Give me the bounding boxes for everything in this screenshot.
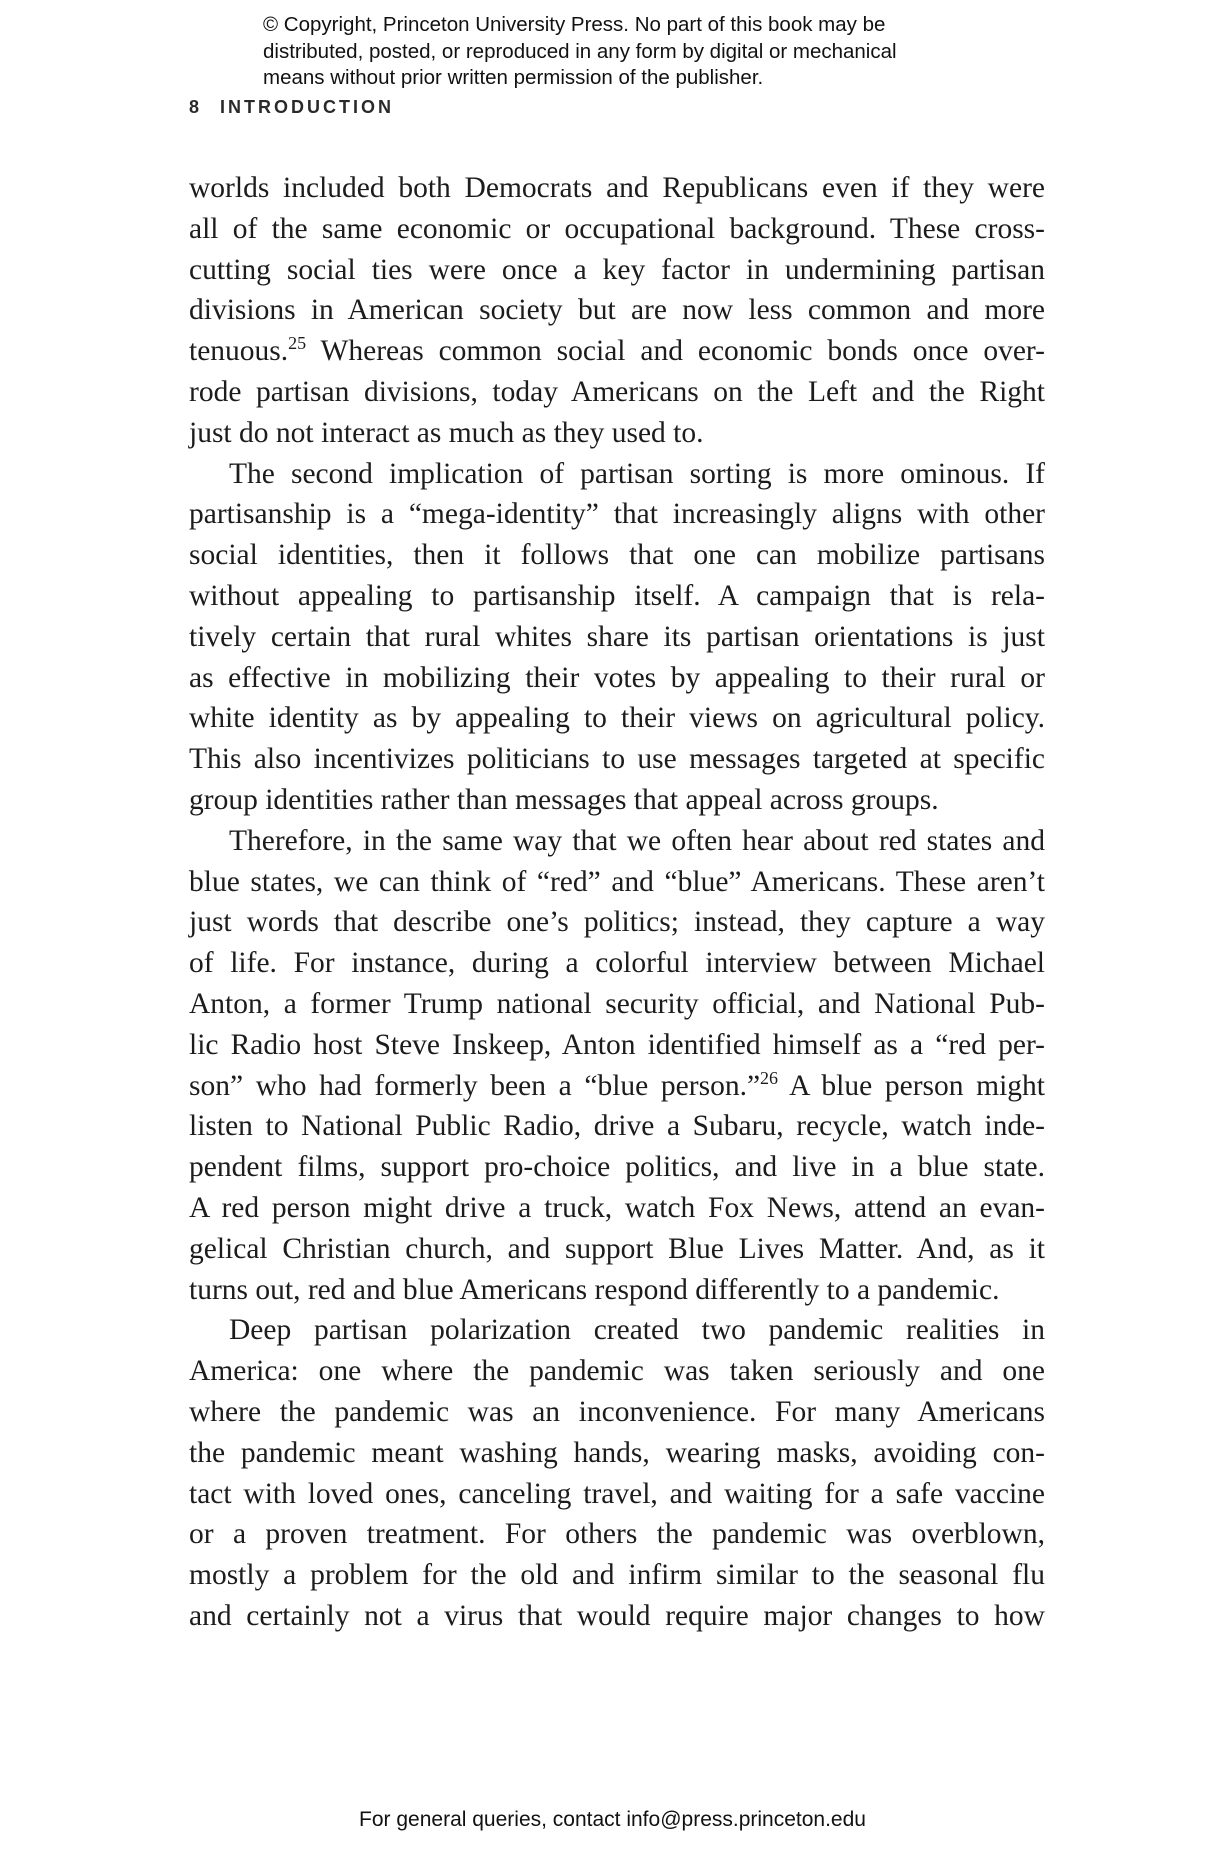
text-line-content: or a proven treatment. For others the pandemic was overblown, — [189, 1518, 1045, 1551]
text-line — [189, 331, 1045, 372]
text-line-content: where the pandemic was an inconvenience. For many Americans — [189, 1395, 1045, 1428]
text-line-content: partisanship is a “mega-identity” that increasingly aligns with other — [189, 498, 1045, 531]
text-line — [189, 862, 1045, 903]
text-line-content: The second implication of partisan sorting is more ominous. If — [229, 457, 1045, 490]
text-line — [189, 780, 1045, 821]
text-line-continuation: Whereas common social and economic bonds once over- — [306, 335, 1045, 368]
text-line-content: blue states, we can think of “red” and “blue” Americans. These aren’t — [189, 865, 1045, 898]
text-line-content: and certainly not a virus that would require major changes to how — [189, 1599, 1045, 1632]
text-line — [189, 1433, 1045, 1474]
copyright-line: means without prior written permission of the publisher. — [263, 66, 764, 89]
text-line — [189, 1066, 1045, 1107]
text-line — [189, 984, 1045, 1025]
text-line — [189, 1025, 1045, 1066]
text-line-content: Anton, a former Trump national security official, and National Pub- — [189, 987, 1045, 1020]
text-line — [189, 1188, 1045, 1229]
text-line — [189, 1229, 1045, 1270]
text-line-content: the pandemic meant washing hands, wearing masks, avoiding con- — [189, 1436, 1045, 1469]
text-line — [189, 698, 1045, 739]
copyright-notice — [263, 12, 1023, 92]
footer-contact: For general queries, contact info@press.princeton.edu — [359, 1808, 866, 1831]
text-line-content: as effective in mobilizing their votes by appealing to their rural or — [189, 661, 1045, 694]
text-line — [189, 1555, 1045, 1596]
text-line-content: white identity as by appealing to their views on agricultural policy. — [189, 702, 1045, 735]
text-line-content: listen to National Public Radio, drive a Subaru, recycle, watch inde- — [189, 1110, 1045, 1143]
text-line — [189, 1106, 1045, 1147]
text-line-content: turns out, red and blue Americans respond differently to a pandemic. — [189, 1273, 1000, 1306]
text-line-continuation: A blue person might — [778, 1069, 1045, 1102]
text-line-content: Deep partisan polarization created two pandemic realities in — [229, 1314, 1045, 1347]
text-line-content: divisions in American society but are now less common and more — [189, 294, 1045, 327]
text-line-content: group identities rather than messages that appeal across groups. — [189, 783, 939, 816]
text-line — [189, 168, 1045, 209]
footnote-reference: 26 — [760, 1067, 779, 1088]
text-line-content: son” who had formerly been a “blue person.” — [189, 1069, 761, 1102]
text-line-content: America: one where the pandemic was taken seriously and one — [189, 1355, 1045, 1388]
text-line-content: gelical Christian church, and support Blue Lives Matter. And, as it — [189, 1232, 1045, 1265]
text-line-content: just do not interact as much as they used to. — [189, 416, 704, 449]
text-line-content: pendent films, support pro-choice politics, and live in a blue state. — [189, 1151, 1045, 1184]
text-line — [189, 209, 1045, 250]
text-line — [189, 1474, 1045, 1515]
text-line-content: This also incentivizes politicians to use messages targeted at specific — [189, 743, 1045, 776]
text-line — [189, 290, 1045, 331]
text-line — [189, 943, 1045, 984]
text-line-content: without appealing to partisanship itself. A campaign that is rela- — [189, 579, 1045, 612]
text-line-content: of life. For instance, during a colorful interview between Michael — [189, 947, 1045, 980]
running-head — [189, 97, 394, 118]
text-line-content: social identities, then it follows that one can mobilize partisans — [189, 539, 1045, 572]
text-line — [189, 494, 1045, 535]
text-line — [189, 576, 1045, 617]
text-line — [189, 250, 1045, 291]
text-line-content: Therefore, in the same way that we often hear about red states and — [229, 824, 1045, 857]
text-line-content: all of the same economic or occupational background. These cross- — [189, 212, 1045, 245]
text-line — [189, 617, 1045, 658]
text-line — [189, 658, 1045, 699]
text-line-content: A red person might drive a truck, watch Fox News, attend an evan- — [189, 1191, 1045, 1224]
text-line — [189, 1270, 1045, 1311]
copyright-line: distributed, posted, or reproduced in any form by digital or mechanical — [263, 39, 897, 63]
text-line-content: worlds included both Democrats and Republicans even if they were — [189, 172, 1045, 204]
text-line — [189, 1147, 1045, 1188]
text-line — [189, 739, 1045, 780]
text-line — [189, 535, 1045, 576]
text-line — [189, 1351, 1045, 1392]
footnote-reference: 25 — [288, 333, 307, 354]
text-line-content: rode partisan divisions, today Americans on the Left and the Right — [189, 375, 1045, 408]
text-line — [189, 1310, 1045, 1351]
text-line-content: tively certain that rural whites share its partisan orientations is just — [189, 620, 1045, 653]
text-line-content: mostly a problem for the old and infirm similar to the seasonal flu — [189, 1559, 1045, 1592]
text-line — [189, 1596, 1045, 1637]
text-line-content: tenuous. — [189, 335, 289, 368]
text-line — [189, 902, 1045, 943]
text-line — [189, 372, 1045, 413]
text-line-content: lic Radio host Steve Inskeep, Anton identified himself as a “red per- — [189, 1028, 1045, 1061]
text-line — [189, 413, 1045, 454]
text-line — [189, 1514, 1045, 1555]
section-title: INTRODUCTION — [220, 97, 395, 117]
page-number: 8 — [189, 97, 203, 117]
text-line-content: cutting social ties were once a key factor in undermining partisan — [189, 253, 1045, 286]
text-line-content: just words that describe one’s politics; instead, they capture a way — [189, 906, 1045, 939]
text-line — [189, 1392, 1045, 1433]
text-line-content: tact with loved ones, canceling travel, and waiting for a safe vaccine — [189, 1477, 1045, 1510]
body-text — [189, 168, 1045, 1637]
text-line — [189, 454, 1045, 495]
copyright-line: © Copyright, Princeton University Press. No part of this book may be — [263, 13, 886, 36]
text-line — [189, 821, 1045, 862]
